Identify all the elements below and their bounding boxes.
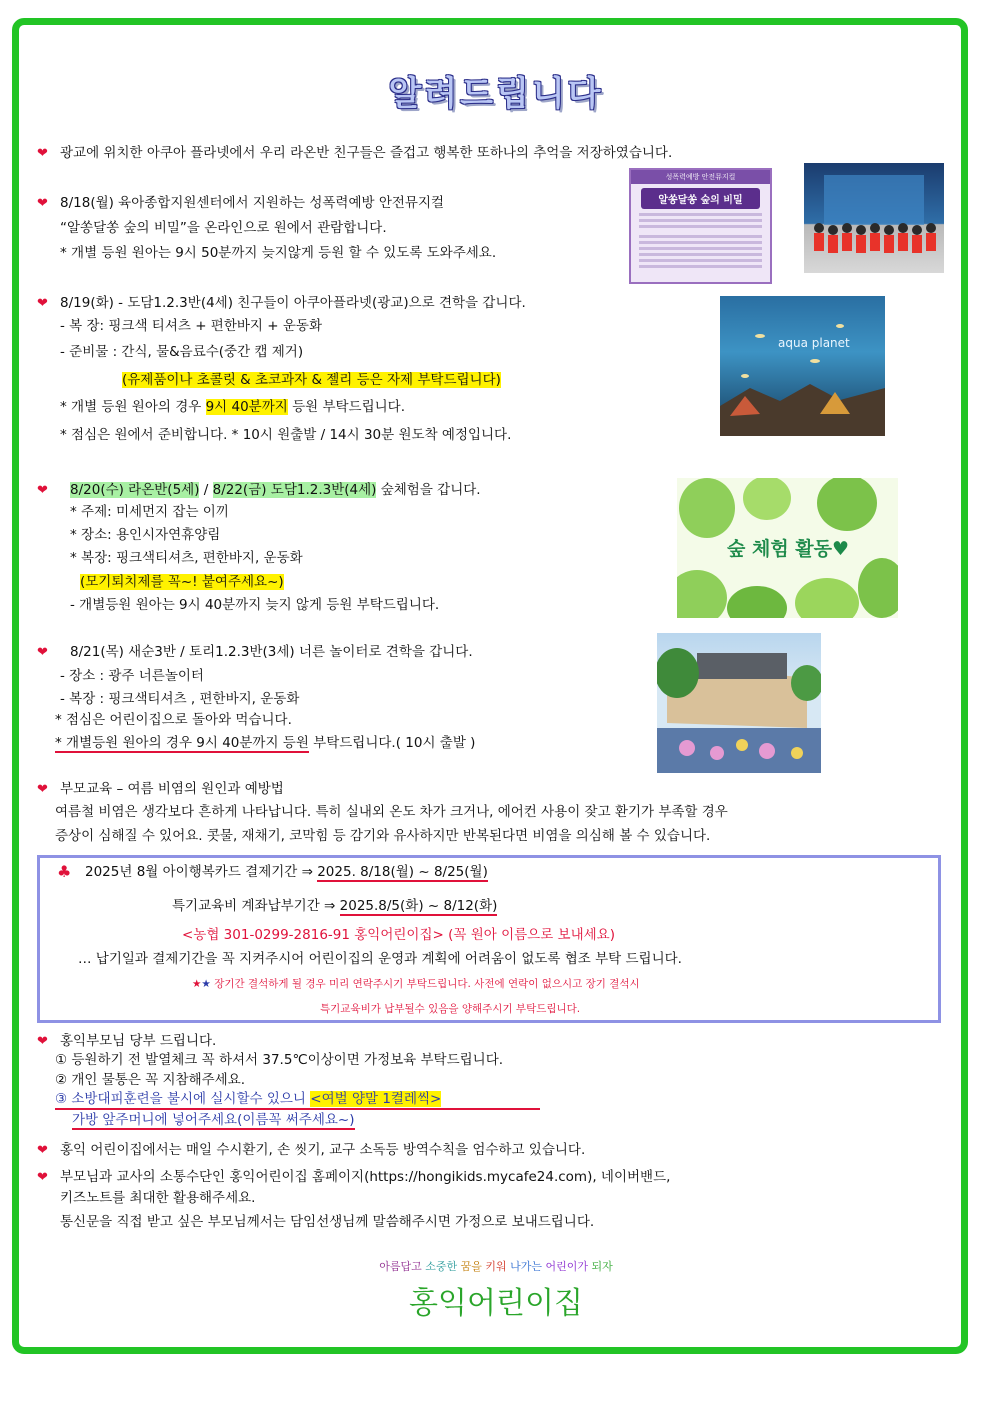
heart-icon: ❤	[37, 483, 48, 498]
s1-line1: 8/18(월) 육아종합지원센터에서 지원하는 성폭력예방 안전뮤지컬	[60, 195, 445, 211]
account-payment-period: 2025.8/5(화) ~ 8/12(화)	[339, 898, 498, 914]
s2-line5-a: * 개별 등원 원아의 경우	[60, 399, 206, 415]
heart-icon: ❤	[37, 1170, 48, 1185]
slogan-word: 어린이가	[545, 1260, 589, 1273]
slogan-word: 꿈을	[460, 1260, 482, 1273]
s6-line3: ② 개인 물통은 꼭 지참해주세요.	[55, 1072, 246, 1088]
s3-line1-end: 숲체험을 갑니다.	[376, 482, 481, 498]
s5-line3: 증상이 심해질 수 있어요. 콧물, 재채기, 코막힘 등 감기와 유사하지만 반복된다면 비염을 의심해 볼 수 있습니다.	[55, 828, 711, 844]
s2-line3: - 준비물 : 간식, 물&음료수(중간 캡 제거)	[60, 344, 304, 360]
group-photo-illustration	[804, 163, 944, 273]
box-line5	[192, 976, 640, 991]
s4-line1: 8/21(목) 새순3반 / 토리1.2.3반(3세) 너른 놀이터로 견학을 갑니다.	[70, 644, 473, 660]
s2-line6: * 점심은 원에서 준비합니다. * 10시 원출발 / 14시 30분 원도착 예정입니다.	[60, 427, 512, 443]
underline-divider	[55, 1108, 540, 1110]
aqua-planet-photo	[720, 296, 885, 436]
s4-line5	[55, 734, 475, 752]
slogan-word: 나가는	[510, 1260, 543, 1273]
s6-line5: 가방 앞주머니에 넣어주세요(이름꼭 써주세요~)	[72, 1112, 355, 1128]
s1-line2: “알쏭달쏭 숲의 비밀”을 온라인으로 원에서 관람합니다.	[60, 220, 387, 236]
star-icon: ★	[192, 978, 202, 990]
poster-header: 성폭력예방 안전뮤지컬	[631, 170, 770, 184]
box-line2-label: 특기교육비 계좌납부기간 ⇒	[172, 898, 340, 914]
playground-illustration	[657, 633, 821, 773]
box-line1-label: 2025년 8월 아이행복카드 결제기간 ⇒	[85, 864, 318, 880]
heart-icon: ❤	[37, 296, 48, 311]
daycare-name: 홍익어린이집	[409, 1286, 583, 1321]
s3-line5: (모기퇴치제를 꼭~! 붙여주세요~)	[80, 574, 284, 590]
s3-sep: /	[199, 482, 213, 498]
slogan-word: 되자	[591, 1260, 613, 1273]
s2-line1: 8/19(화) - 도담1.2.3반(4세) 친구들이 아쿠아플라넷(광교)으로 견학을 갑니다.	[60, 295, 526, 311]
s3-date1: 8/20(수) 라온반(5세)	[70, 482, 200, 498]
box-line4: … 납기일과 결제기간을 꼭 지켜주시어 어린이집의 운영과 계획에 어려움이 없도록 협조 부탁 드립니다.	[78, 951, 682, 967]
forest-label: 숲 체험 활동♥	[727, 538, 850, 560]
s6-line8: 키즈노트를 최대한 활용해주세요.	[60, 1190, 256, 1206]
s3-date2: 8/22(금) 도담1.2.3반(4세)	[212, 482, 377, 498]
s6-line6: 홍익 어린이집에서는 매일 수시환기, 손 씻기, 교구 소독등 방역수칙을 엄수하고 있습니다.	[60, 1142, 586, 1158]
s6-line5-wrap	[72, 1111, 355, 1129]
intro-text: 광교에 위치한 아쿠아 플라넷에서 우리 라온반 친구들은 즐겁고 행복한 또하나의 추억을 저장하였습니다.	[60, 145, 673, 161]
s5-line2: 여름철 비염은 생각보다 흔하게 나타납니다. 특히 실내외 온도 차가 크거나, 에어컨 사용이 잦고 환기가 부족할 경우	[55, 804, 728, 820]
footer-slogan	[0, 1258, 992, 1274]
aquarium-illustration	[720, 296, 885, 436]
slogan-word: 아름답고	[379, 1260, 422, 1273]
poster-title: 알쏭달쏭 숲의 비밀	[641, 188, 760, 209]
s3-line2: * 주제: 미세먼지 잡는 이끼	[70, 504, 229, 520]
s2-line5-c: 등원 부탁드립니다.	[287, 399, 406, 415]
page-title: 알려드립니다	[388, 74, 604, 114]
spare-socks-note: <여벌 양말 1켤레씩>	[310, 1091, 442, 1107]
heart-icon: ❤	[37, 196, 48, 211]
s6-line7: 부모님과 교사의 소통수단인 홍익어린이집 홈페이지(https://hongikids.mycafe24.com), 네이버밴드,	[60, 1169, 671, 1185]
musical-poster-image	[629, 168, 772, 284]
card-payment-period: 2025. 8/18(월) ~ 8/25(월)	[317, 864, 488, 880]
slogan-word: 키워	[485, 1260, 507, 1273]
s4-line5-b: 부탁드립니다.( 10시 출발 )	[308, 735, 476, 751]
s3-line4: * 복장: 핑크색티셔츠, 편한바지, 운동화	[70, 550, 303, 566]
s2-line2: - 복 장: 핑크색 티셔츠 + 편한바지 + 운동화	[60, 318, 322, 334]
s4-line5-a: * 개별등원 원아의 경우 9시 40분까지 등원	[55, 735, 309, 751]
star-icon: ★	[201, 978, 211, 990]
box-line5-text: 장기간 결석하게 될 경우 미리 연락주시기 부탁드립니다. 사전에 연락이 없으시고 장기 결석시	[214, 978, 640, 990]
s6-line1: 홍익부모님 당부 드립니다.	[60, 1033, 217, 1049]
box-line1	[85, 863, 488, 881]
heart-icon: ❤	[37, 146, 48, 161]
s6-line9: 통신문을 직접 받고 싶은 부모님께서는 담임선생님께 말씀해주시면 가정으로 보내드립니다.	[60, 1214, 595, 1230]
heart-icon: ❤	[37, 1034, 48, 1049]
bank-account-info: <농협 301-0299-2816-91 홍익어린이집> (꼭 원아 이름으로 보내세요)	[182, 927, 615, 943]
playground-photo	[657, 633, 821, 773]
heart-icon: ❤	[37, 782, 48, 797]
heart-icon: ❤	[37, 1143, 48, 1158]
s2-line5	[60, 398, 405, 416]
aquarium-group-photo	[804, 163, 944, 273]
s6-line4	[55, 1090, 441, 1108]
forest-activity-image	[677, 478, 898, 618]
s3-line6: - 개별등원 원아는 9시 40분까지 늦지 않게 등원 부탁드립니다.	[70, 597, 440, 613]
s6-line4-a: ③ 소방대피훈련을 불시에 실시할수 있으니	[55, 1091, 311, 1107]
club-icon: ♣	[57, 862, 72, 881]
heart-icon: ❤	[37, 645, 48, 660]
s4-line4: * 점심은 어린이집으로 돌아와 먹습니다.	[55, 712, 292, 728]
s3-line3: * 장소: 용인시자연휴양림	[70, 527, 221, 543]
box-line2	[172, 897, 497, 915]
slogan-word: 소중한	[425, 1260, 458, 1273]
s2-line5-time: 9시 40분까지	[205, 399, 288, 415]
s3-line5-wrap	[80, 573, 284, 591]
s1-line3: * 개별 등원 원아는 9시 50분까지 늦지않게 등원 할 수 있도록 도와주세요.	[60, 245, 497, 261]
s4-line3: - 복장 : 핑크색티셔츠 , 편한바지, 운동화	[60, 691, 300, 707]
s4-line2: - 장소 : 광주 너른놀이터	[60, 668, 204, 684]
s6-line2: ① 등원하기 전 발열체크 꼭 하셔서 37.5℃이상이면 가정보육 부탁드립니다.	[55, 1052, 504, 1068]
box-line6: 특기교육비가 납부될수 있음을 양해주시기 부탁드립니다.	[320, 1003, 581, 1015]
aqua-planet-label: aqua planet	[778, 336, 850, 350]
s5-line1: 부모교육 – 여름 비염의 원인과 예방법	[60, 781, 284, 797]
s2-line4: (유제품이나 초콜릿 & 초코과자 & 젤리 등은 자제 부탁드립니다)	[122, 372, 501, 388]
s3-line1	[70, 481, 481, 499]
s2-line4-wrap	[122, 371, 501, 389]
